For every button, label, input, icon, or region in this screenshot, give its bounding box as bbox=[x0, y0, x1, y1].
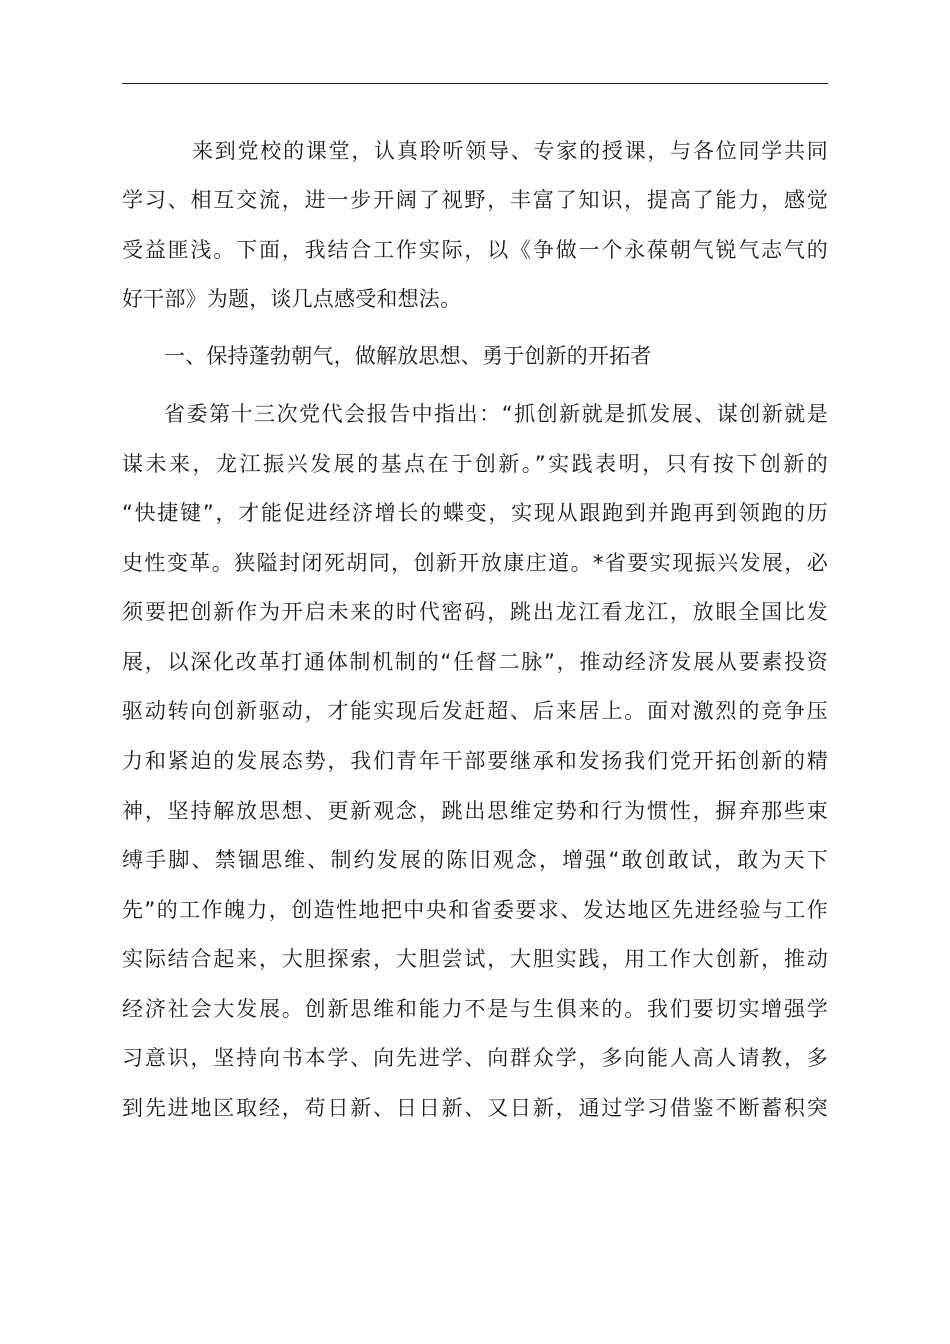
paragraph-2-line-13: 经济社会大发展。创新思维和能力不是与生俱来的。我们要切实增强学 bbox=[122, 997, 828, 1021]
paragraph-2-line-9: 神，坚持解放思想、更新观念，跳出思维定势和行为惯性，摒弃那些束 bbox=[122, 799, 828, 823]
paragraph-2-line-3: “快捷键”，才能促进经济增长的蝶变，实现从跟跑到并跑再到领跑的历 bbox=[122, 501, 828, 525]
paragraph-1-line-3: 受益匪浅。下面，我结合工作实际，以《争做一个永葆朝气锐气志气的 bbox=[122, 238, 828, 262]
paragraph-2-line-1: 省委第十三次党代会报告中指出：“抓创新就是抓发展、谋创新就是 bbox=[164, 402, 828, 426]
paragraph-2-line-5: 须要把创新作为开启未来的时代密码，跳出龙江看龙江，放眼全国比发 bbox=[122, 600, 828, 624]
paragraph-2-line-14: 习意识，坚持向书本学、向先进学、向群众学，多向能人高人请教，多 bbox=[122, 1046, 828, 1070]
paragraph-2-line-6: 展，以深化改革打通体制机制的“任督二脉”，推动经济发展从要素投资 bbox=[122, 650, 828, 674]
paragraph-2-line-8: 力和紧迫的发展态势，我们青年干部要继承和发扬我们党开拓创新的精 bbox=[122, 749, 828, 773]
header-rule bbox=[122, 83, 828, 84]
paragraph-1-line-1: 来到党校的课堂，认真聆听领导、专家的授课，与各位同学共同 bbox=[192, 139, 828, 163]
paragraph-2-line-2: 谋未来，龙江振兴发展的基点在于创新。”实践表明，只有按下创新的 bbox=[122, 452, 828, 476]
paragraph-2-line-11: 先”的工作魄力，创造性地把中央和省委要求、发达地区先进经验与工作 bbox=[122, 898, 828, 922]
paragraph-1-line-4: 好干部》为题，谈几点感受和想法。 bbox=[122, 287, 462, 311]
paragraph-1-line-2: 学习、相互交流，进一步开阔了视野，丰富了知识，提高了能力，感觉 bbox=[122, 188, 828, 212]
paragraph-2-line-10: 缚手脚、禁锢思维、制约发展的陈旧观念，增强“敢创敢试，敢为天下 bbox=[122, 848, 828, 872]
section-heading-1: 一、保持蓬勃朝气，做解放思想、勇于创新的开拓者 bbox=[164, 344, 652, 368]
paragraph-2-line-4: 史性变革。狭隘封闭死胡同，创新开放康庄道。*省要实现振兴发展，必 bbox=[122, 551, 828, 575]
paragraph-2-line-12: 实际结合起来，大胆探索，大胆尝试，大胆实践，用工作大创新，推动 bbox=[122, 947, 828, 971]
paragraph-2-line-15: 到先进地区取经，苟日新、日日新、又日新，通过学习借鉴不断蓄积突 bbox=[122, 1096, 828, 1120]
paragraph-2-line-7: 驱动转向创新驱动，才能实现后发赶超、后来居上。面对激烈的竞争压 bbox=[122, 699, 828, 723]
